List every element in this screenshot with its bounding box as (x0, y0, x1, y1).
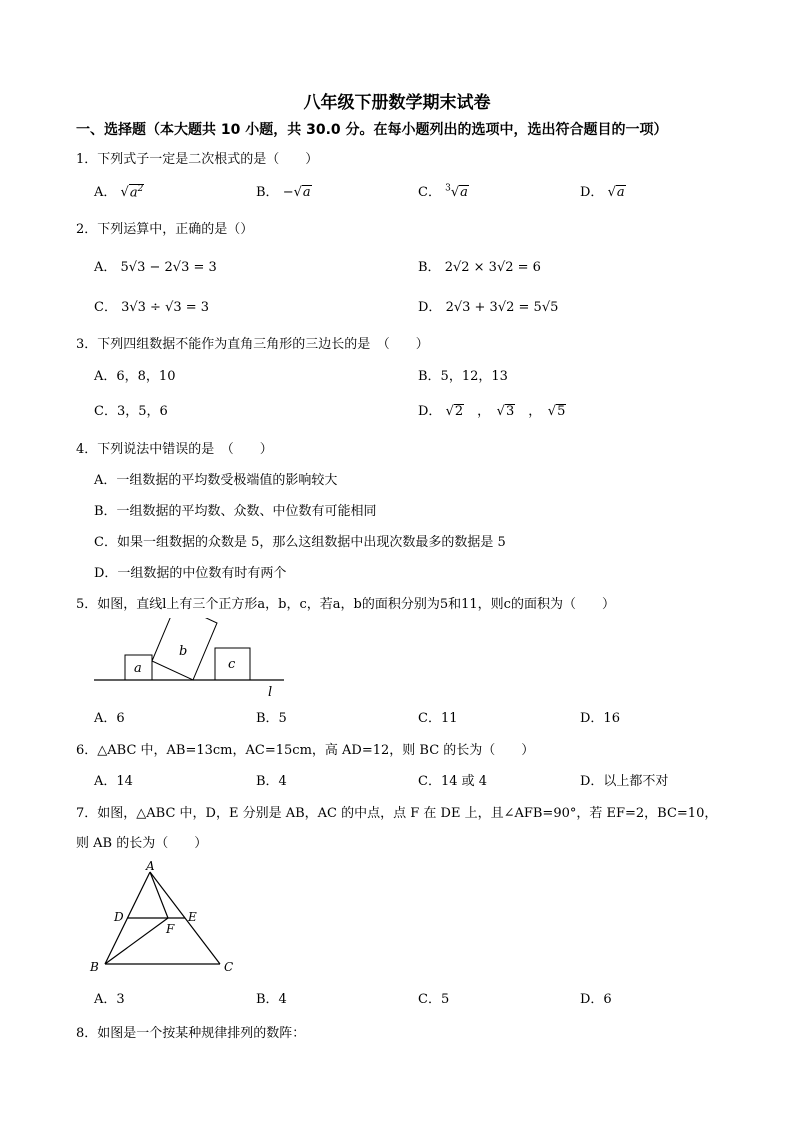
label-l: l (268, 685, 273, 700)
q4-option-a: A．一组数据的平均数受极端值的影响较大 (94, 473, 338, 488)
option-label: A． (94, 185, 117, 200)
question-2-stem: 2．下列运算中，正确的是（） (76, 222, 254, 237)
q2-option-d: D． 2√3 + 3√2 = 5√5 (418, 300, 559, 315)
q6-option-b: B．4 (256, 774, 287, 789)
q1-option-c: C． $^3$√a (418, 183, 468, 200)
question-7-stem-line1: 7．如图，△ABC 中，D，E 分别是 AB，AC 的中点，点 F 在 DE 上，且∠AFB=90°，若 EF=2，BC=10， (76, 806, 718, 821)
q2-option-a: A． 5√3 − 2√3 = 3 (94, 260, 217, 275)
label-b: b (179, 644, 188, 659)
q3-option-d: D． √2 ， √3 ， √5 (418, 404, 566, 419)
question-6-stem: 6．△ABC 中，AB=13cm，AC=15cm，高 AD=12，则 BC 的长为（ ） (76, 743, 535, 758)
question-7-stem-line2: 则 AB 的长为（ ） (76, 836, 208, 851)
q7-option-d: D．6 (580, 992, 612, 1007)
triangle-abc-figure (88, 860, 238, 976)
q7-option-a: A．3 (94, 992, 125, 1007)
radicand: a (302, 185, 311, 200)
label-c: c (228, 657, 236, 672)
q6-option-a: A．14 (94, 774, 133, 789)
q1-option-b: B． −√a (256, 185, 311, 200)
q6-option-c: C．14 或 4 (418, 774, 488, 789)
label-a: a (134, 661, 142, 676)
page-title: 八年级下册数学期末试卷 (303, 93, 491, 113)
squares-on-line-figure (92, 618, 292, 700)
vertex-label-a: A (146, 860, 155, 873)
option-label: B． (256, 185, 279, 200)
q3-option-b: B．5，12，13 (418, 369, 508, 384)
point-label-e: E (188, 910, 197, 924)
question-5-stem: 5．如图，直线l上有三个正方形a，b，c，若a，b的面积分别为5和11，则c的面积为（ ） (76, 597, 615, 612)
q7-option-b: B．4 (256, 992, 287, 1007)
q4-option-b: B．一组数据的平均数、众数、中位数有可能相同 (94, 504, 377, 519)
radicand: a (460, 185, 468, 200)
vertex-label-b: B (90, 960, 99, 974)
vertex-label-c: C (224, 960, 234, 974)
radicand: $a^2$ (129, 183, 144, 200)
question-3-stem: 3．下列四组数据不能作为直角三角形的三边长的是 （ ） (76, 337, 429, 352)
q5-option-d: D．16 (580, 711, 620, 726)
point-label-f: F (166, 922, 175, 936)
q1-option-d: D． √a (580, 185, 625, 200)
question-1-stem: 1．下列式子一定是二次根式的是（ ） (76, 152, 319, 167)
q2-option-b: B． 2√2 × 3√2 = 6 (418, 260, 541, 275)
q5-option-c: C．11 (418, 711, 458, 726)
point-label-d: D (114, 910, 124, 924)
q6-option-d: D．以上都不对 (580, 774, 669, 789)
q2-option-c: C． 3√3 ÷ √3 = 3 (94, 300, 210, 315)
q5-option-a: A．6 (94, 711, 125, 726)
q3-option-c: C．3，5，6 (94, 404, 168, 419)
option-label: D． (580, 185, 604, 200)
q3-option-a: A．6，8，10 (94, 369, 176, 384)
radicand: a (616, 185, 625, 200)
q7-option-c: C．5 (418, 992, 450, 1007)
option-label: C． (418, 185, 441, 200)
section-heading: 一、选择题（本大题共 10 小题，共 30.0 分。在每小题列出的选项中，选出符合题目的一项） (76, 122, 668, 138)
q4-option-d: D．一组数据的中位数有时有两个 (94, 566, 287, 581)
q4-option-c: C．如果一组数据的众数是 5，那么这组数据中出现次数最多的数据是 5 (94, 535, 506, 550)
question-4-stem: 4．下列说法中错误的是 （ ） (76, 442, 273, 457)
q1-option-a: A． $√a^2$ (94, 183, 144, 200)
question-8-stem: 8．如图是一个按某种规律排列的数阵： (76, 1026, 306, 1041)
q5-option-b: B．5 (256, 711, 287, 726)
